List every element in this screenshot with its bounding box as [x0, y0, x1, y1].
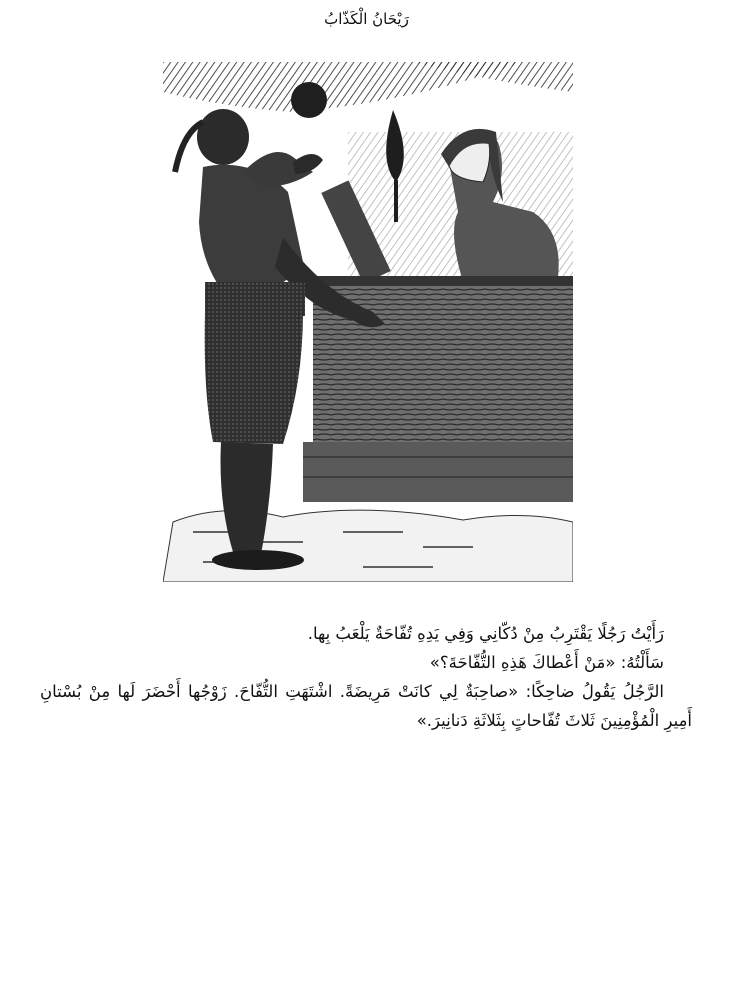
story-text	[40, 620, 692, 736]
story-paragraph: الرَّجُلُ يَقُولُ ضاحِكًا: «صاحِبَةٌ لِي كانَتْ مَرِيضَةً. اشْتَهَتِ التُّفّاحَ. زَوْجُها أَحْضَرَ لَها مِنْ بُسْتانِ أَمِيرِ الْمُؤْمِنِينَ ثَلاثَ تُفّاحاتٍ بِثَلاثَةِ دَنانِيرَ.»	[40, 681, 692, 730]
story-illustration	[163, 62, 573, 582]
story-paragraph: سَأَلْتُهُ: «مَنْ أَعْطاكَ هَذِهِ التُّفّاحَةَ؟»	[429, 652, 664, 672]
story-paragraph: رَأَيْتُ رَجُلًا يَقْتَرِبُ مِنْ دُكّانِي وَفِي يَدِهِ تُفّاحَةٌ يَلْعَبُ بِها.	[307, 624, 664, 643]
page-title: رَيْحَانُ الْكَذّابُ	[324, 10, 409, 28]
